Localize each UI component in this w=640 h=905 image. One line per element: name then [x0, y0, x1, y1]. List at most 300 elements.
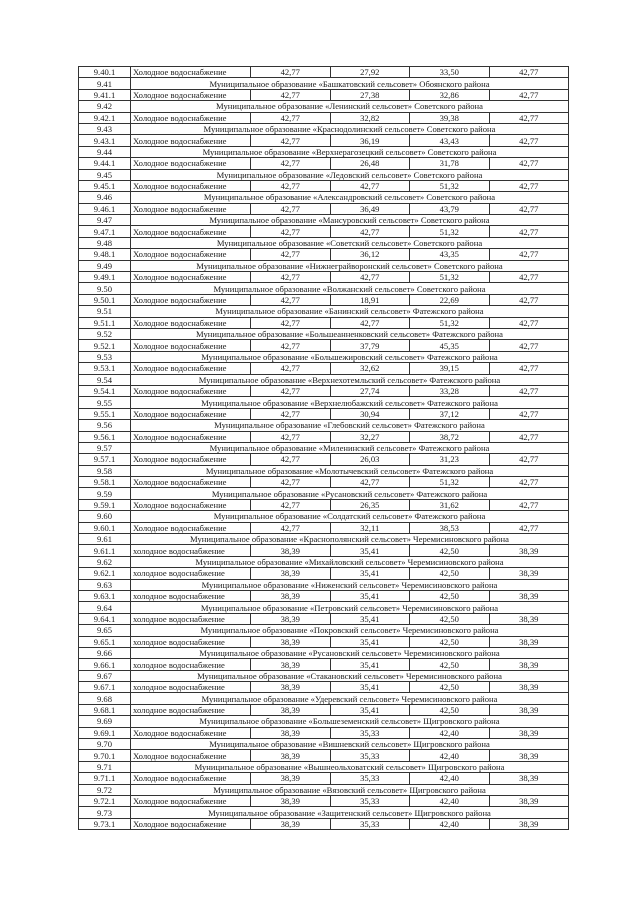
value-col-2: 18,91: [330, 294, 410, 305]
value-col-3: 42,50: [410, 659, 490, 670]
section-number: 9.46: [79, 192, 131, 203]
value-col-3: 37,12: [410, 408, 490, 419]
section-number: 9.56: [79, 420, 131, 431]
item-number: 9.51.1: [79, 317, 131, 328]
section-header-row: [79, 739, 569, 750]
value-col-3: 31,62: [410, 499, 490, 510]
value-col-3: 33,50: [410, 67, 490, 78]
value-col-2: 35,41: [330, 659, 410, 670]
value-col-1: 42,77: [251, 89, 331, 100]
value-col-2: 35,41: [330, 568, 410, 579]
service-name: Холодное водоснабжение: [131, 294, 251, 305]
section-number: 9.59: [79, 488, 131, 499]
service-name: холодное водоснабжение: [131, 682, 251, 693]
section-number: 9.68: [79, 693, 131, 704]
municipality-title: Муниципальное образование «Ледовский сельсовет» Советского района: [131, 169, 569, 180]
section-header-row: [79, 579, 569, 590]
value-col-4: 38,39: [489, 818, 569, 829]
service-name: Холодное водоснабжение: [131, 340, 251, 351]
section-header-row: [79, 78, 569, 89]
service-name: холодное водоснабжение: [131, 636, 251, 647]
section-number: 9.53: [79, 351, 131, 362]
municipality-title: Муниципальное образование «Башкатовский сельсовет» Обоянского района: [131, 78, 569, 89]
value-col-2: 35,33: [330, 796, 410, 807]
item-number: 9.60.1: [79, 522, 131, 533]
value-col-4: 42,77: [489, 249, 569, 260]
value-col-1: 42,77: [251, 226, 331, 237]
value-col-3: 32,86: [410, 89, 490, 100]
service-name: Холодное водоснабжение: [131, 818, 251, 829]
value-col-1: 38,39: [251, 750, 331, 761]
section-header-row: [79, 420, 569, 431]
section-header-row: [79, 101, 569, 112]
section-header-row: [79, 192, 569, 203]
section-number: 9.55: [79, 397, 131, 408]
section-number: 9.45: [79, 169, 131, 180]
item-number: 9.41.1: [79, 89, 131, 100]
value-col-2: 27,74: [330, 385, 410, 396]
item-number: 9.47.1: [79, 226, 131, 237]
item-number: 9.57.1: [79, 454, 131, 465]
item-number: 9.61.1: [79, 545, 131, 556]
section-header-row: [79, 761, 569, 772]
value-col-3: 51,32: [410, 477, 490, 488]
value-col-2: 26,35: [330, 499, 410, 510]
value-col-2: 37,79: [330, 340, 410, 351]
value-col-3: 33,28: [410, 385, 490, 396]
section-number: 9.42: [79, 101, 131, 112]
value-col-2: 35,41: [330, 590, 410, 601]
municipality-title: Муниципальное образование «Покровский сельсовет» Черемисиновского района: [131, 625, 569, 636]
value-col-1: 42,77: [251, 135, 331, 146]
value-col-4: 42,77: [489, 67, 569, 78]
section-header-row: [79, 351, 569, 362]
municipality-title: Муниципальное образование «Волжанский сельсовет» Советского района: [131, 283, 569, 294]
municipality-title: Муниципальное образование «Нижнеграйворонский сельсовет» Советского района: [131, 260, 569, 271]
value-col-4: 42,77: [489, 112, 569, 123]
tariff-row: [79, 568, 569, 579]
section-header-row: [79, 625, 569, 636]
service-name: Холодное водоснабжение: [131, 67, 251, 78]
service-name: Холодное водоснабжение: [131, 454, 251, 465]
tariff-row: [79, 180, 569, 191]
value-col-1: 42,77: [251, 249, 331, 260]
item-number: 9.42.1: [79, 112, 131, 123]
value-col-1: 38,39: [251, 636, 331, 647]
value-col-2: 42,77: [330, 477, 410, 488]
section-header-row: [79, 169, 569, 180]
municipality-title: Муниципальное образование «Стакановский сельсовет» Черемисиновского района: [131, 670, 569, 681]
value-col-3: 31,78: [410, 158, 490, 169]
value-col-4: 38,39: [489, 659, 569, 670]
section-header-row: [79, 328, 569, 339]
item-number: 9.45.1: [79, 180, 131, 191]
value-col-3: 42,40: [410, 750, 490, 761]
value-col-3: 43,35: [410, 249, 490, 260]
tariff-row: [79, 272, 569, 283]
municipality-title: Муниципальное образование «Банинский сельсовет» Фатежского района: [131, 306, 569, 317]
value-col-4: 42,77: [489, 454, 569, 465]
section-header-row: [79, 283, 569, 294]
service-name: Холодное водоснабжение: [131, 272, 251, 283]
item-number: 9.55.1: [79, 408, 131, 419]
value-col-4: 42,77: [489, 294, 569, 305]
item-number: 9.63.1: [79, 590, 131, 601]
value-col-1: 42,77: [251, 363, 331, 374]
tariff-row: [79, 659, 569, 670]
section-header-row: [79, 511, 569, 522]
value-col-3: 45,35: [410, 340, 490, 351]
service-name: Холодное водоснабжение: [131, 249, 251, 260]
value-col-1: 42,77: [251, 340, 331, 351]
item-number: 9.58.1: [79, 477, 131, 488]
section-number: 9.72: [79, 784, 131, 795]
value-col-2: 35,33: [330, 727, 410, 738]
value-col-2: 35,33: [330, 818, 410, 829]
value-col-2: 35,33: [330, 750, 410, 761]
municipality-title: Муниципальное образование «Краснодолинский сельсовет» Советского района: [131, 123, 569, 134]
value-col-1: 38,39: [251, 682, 331, 693]
tariff-row: [79, 67, 569, 78]
item-number: 9.73.1: [79, 818, 131, 829]
value-col-2: 35,41: [330, 704, 410, 715]
section-number: 9.62: [79, 556, 131, 567]
section-header-row: [79, 602, 569, 613]
municipality-title: Муниципальное образование «Михайловский сельсовет» Черемисиновского района: [131, 556, 569, 567]
service-name: Холодное водоснабжение: [131, 408, 251, 419]
value-col-4: 38,39: [489, 636, 569, 647]
value-col-1: 42,77: [251, 385, 331, 396]
value-col-2: 36,49: [330, 203, 410, 214]
municipality-title: Муниципальное образование «Защитенский сельсовет» Щигровского района: [131, 807, 569, 818]
tariff-row: [79, 317, 569, 328]
section-number: 9.70: [79, 739, 131, 750]
tariff-row: [79, 545, 569, 556]
item-number: 9.49.1: [79, 272, 131, 283]
service-name: холодное водоснабжение: [131, 704, 251, 715]
service-name: Холодное водоснабжение: [131, 522, 251, 533]
section-number: 9.61: [79, 534, 131, 545]
item-number: 9.50.1: [79, 294, 131, 305]
tariff-row: [79, 682, 569, 693]
tariff-row: [79, 522, 569, 533]
section-number: 9.44: [79, 146, 131, 157]
item-number: 9.69.1: [79, 727, 131, 738]
item-number: 9.71.1: [79, 773, 131, 784]
tariff-row: [79, 112, 569, 123]
tariff-row: [79, 385, 569, 396]
value-col-1: 38,39: [251, 796, 331, 807]
section-header-row: [79, 146, 569, 157]
section-header-row: [79, 670, 569, 681]
value-col-4: 42,77: [489, 226, 569, 237]
section-header-row: [79, 374, 569, 385]
tariff-row: [79, 454, 569, 465]
tariff-row: [79, 203, 569, 214]
municipality-title: Муниципальное образование «Большежировский сельсовет» Фатежского района: [131, 351, 569, 362]
service-name: Холодное водоснабжение: [131, 112, 251, 123]
value-col-3: 51,32: [410, 180, 490, 191]
value-col-2: 42,77: [330, 272, 410, 283]
value-col-3: 42,40: [410, 727, 490, 738]
municipality-title: Муниципальное образование «Ниженский сельсовет» Черемисиновского района: [131, 579, 569, 590]
tariff-row: [79, 796, 569, 807]
municipality-title: Муниципальное образование «Ленинский сельсовет» Советского района: [131, 101, 569, 112]
value-col-3: 51,32: [410, 317, 490, 328]
section-number: 9.67: [79, 670, 131, 681]
section-number: 9.51: [79, 306, 131, 317]
value-col-1: 38,39: [251, 568, 331, 579]
item-number: 9.68.1: [79, 704, 131, 715]
value-col-1: 38,39: [251, 613, 331, 624]
value-col-2: 30,94: [330, 408, 410, 419]
value-col-4: 42,77: [489, 180, 569, 191]
section-header-row: [79, 442, 569, 453]
municipality-title: Муниципальное образование «Вишневский сельсовет» Щигровского района: [131, 739, 569, 750]
value-col-4: 38,39: [489, 796, 569, 807]
value-col-4: 42,77: [489, 89, 569, 100]
value-col-1: 42,77: [251, 180, 331, 191]
item-number: 9.44.1: [79, 158, 131, 169]
section-number: 9.41: [79, 78, 131, 89]
section-number: 9.64: [79, 602, 131, 613]
value-col-2: 42,77: [330, 180, 410, 191]
value-col-3: 42,50: [410, 545, 490, 556]
municipality-title: Муниципальное образование «Краснополянский сельсовет» Черемисиновского района: [131, 534, 569, 545]
section-header-row: [79, 123, 569, 134]
value-col-3: 43,79: [410, 203, 490, 214]
municipality-title: Муниципальное образование «Верхнелюбажский сельсовет» Фатежского района: [131, 397, 569, 408]
municipality-title: Муниципальное образование «Верхнехотемльский сельсовет» Фатежского района: [131, 374, 569, 385]
tariff-row: [79, 636, 569, 647]
value-col-2: 42,77: [330, 226, 410, 237]
section-number: 9.50: [79, 283, 131, 294]
item-number: 9.53.1: [79, 363, 131, 374]
section-number: 9.48: [79, 237, 131, 248]
service-name: Холодное водоснабжение: [131, 135, 251, 146]
value-col-4: 42,77: [489, 135, 569, 146]
item-number: 9.46.1: [79, 203, 131, 214]
section-header-row: [79, 260, 569, 271]
service-name: холодное водоснабжение: [131, 613, 251, 624]
service-name: холодное водоснабжение: [131, 545, 251, 556]
value-col-1: 42,77: [251, 112, 331, 123]
section-header-row: [79, 488, 569, 499]
value-col-1: 42,77: [251, 158, 331, 169]
value-col-2: 26,03: [330, 454, 410, 465]
value-col-4: 42,77: [489, 158, 569, 169]
section-number: 9.65: [79, 625, 131, 636]
tariff-row: [79, 249, 569, 260]
section-number: 9.71: [79, 761, 131, 772]
value-col-3: 42,50: [410, 682, 490, 693]
value-col-1: 42,77: [251, 408, 331, 419]
value-col-4: 38,39: [489, 750, 569, 761]
value-col-4: 42,77: [489, 203, 569, 214]
service-name: Холодное водоснабжение: [131, 363, 251, 374]
tariff-row: [79, 590, 569, 601]
section-number: 9.47: [79, 215, 131, 226]
service-name: холодное водоснабжение: [131, 659, 251, 670]
item-number: 9.65.1: [79, 636, 131, 647]
tariff-row: [79, 499, 569, 510]
tariff-row: [79, 477, 569, 488]
service-name: Холодное водоснабжение: [131, 385, 251, 396]
value-col-3: 31,23: [410, 454, 490, 465]
value-col-4: 42,77: [489, 431, 569, 442]
value-col-4: 42,77: [489, 385, 569, 396]
municipality-title: Муниципальное образование «Миленинский сельсовет» Фатежского района: [131, 442, 569, 453]
value-col-4: 38,39: [489, 773, 569, 784]
service-name: холодное водоснабжение: [131, 590, 251, 601]
service-name: Холодное водоснабжение: [131, 180, 251, 191]
section-number: 9.54: [79, 374, 131, 385]
item-number: 9.54.1: [79, 385, 131, 396]
tariff-row: [79, 613, 569, 624]
tariff-table-body: [79, 67, 569, 830]
municipality-title: Муниципальное образование «Русановский сельсовет» Фатежского района: [131, 488, 569, 499]
item-number: 9.66.1: [79, 659, 131, 670]
item-number: 9.70.1: [79, 750, 131, 761]
item-number: 9.67.1: [79, 682, 131, 693]
value-col-4: 42,77: [489, 499, 569, 510]
value-col-1: 38,39: [251, 659, 331, 670]
service-name: Холодное водоснабжение: [131, 226, 251, 237]
value-col-2: 35,41: [330, 613, 410, 624]
value-col-2: 32,11: [330, 522, 410, 533]
section-number: 9.52: [79, 328, 131, 339]
item-number: 9.52.1: [79, 340, 131, 351]
service-name: холодное водоснабжение: [131, 568, 251, 579]
municipality-title: Муниципальное образование «Глебовский сельсовет» Фатежского района: [131, 420, 569, 431]
tariff-row: [79, 704, 569, 715]
municipality-title: Муниципальное образование «Петровский сельсовет» Черемисиновского района: [131, 602, 569, 613]
section-number: 9.66: [79, 647, 131, 658]
tariff-row: [79, 431, 569, 442]
tariff-row: [79, 89, 569, 100]
service-name: Холодное водоснабжение: [131, 477, 251, 488]
value-col-1: 42,77: [251, 499, 331, 510]
value-col-3: 38,53: [410, 522, 490, 533]
value-col-1: 42,77: [251, 67, 331, 78]
value-col-2: 32,62: [330, 363, 410, 374]
value-col-4: 38,39: [489, 613, 569, 624]
service-name: Холодное водоснабжение: [131, 773, 251, 784]
value-col-1: 42,77: [251, 522, 331, 533]
value-col-1: 42,77: [251, 431, 331, 442]
service-name: Холодное водоснабжение: [131, 750, 251, 761]
section-number: 9.58: [79, 465, 131, 476]
value-col-3: 42,40: [410, 796, 490, 807]
item-number: 9.64.1: [79, 613, 131, 624]
section-header-row: [79, 397, 569, 408]
value-col-2: 35,33: [330, 773, 410, 784]
value-col-3: 39,38: [410, 112, 490, 123]
value-col-1: 42,77: [251, 477, 331, 488]
value-col-4: 42,77: [489, 408, 569, 419]
value-col-1: 42,77: [251, 272, 331, 283]
value-col-2: 35,41: [330, 545, 410, 556]
value-col-2: 27,92: [330, 67, 410, 78]
section-header-row: [79, 215, 569, 226]
value-col-3: 42,40: [410, 773, 490, 784]
service-name: Холодное водоснабжение: [131, 431, 251, 442]
value-col-3: 42,50: [410, 636, 490, 647]
value-col-3: 42,40: [410, 818, 490, 829]
value-col-3: 38,72: [410, 431, 490, 442]
section-number: 9.69: [79, 716, 131, 727]
value-col-1: 38,39: [251, 590, 331, 601]
service-name: Холодное водоснабжение: [131, 499, 251, 510]
value-col-4: 42,77: [489, 522, 569, 533]
municipality-title: Муниципальное образование «Русановский сельсовет» Черемисиновского района: [131, 647, 569, 658]
municipality-title: Муниципальное образование «Молотычевский сельсовет» Фатежского района: [131, 465, 569, 476]
value-col-1: 42,77: [251, 317, 331, 328]
section-header-row: [79, 237, 569, 248]
tariff-row: [79, 363, 569, 374]
section-header-row: [79, 556, 569, 567]
municipality-title: Муниципальное образование «Удеревский сельсовет» Черемисиновского района: [131, 693, 569, 704]
value-col-2: 36,12: [330, 249, 410, 260]
item-number: 9.59.1: [79, 499, 131, 510]
tariff-document-page: [78, 66, 568, 830]
value-col-4: 42,77: [489, 340, 569, 351]
value-col-2: 36,19: [330, 135, 410, 146]
value-col-4: 38,39: [489, 727, 569, 738]
tariff-row: [79, 340, 569, 351]
value-col-3: 22,69: [410, 294, 490, 305]
tariff-row: [79, 158, 569, 169]
value-col-3: 51,32: [410, 226, 490, 237]
value-col-1: 42,77: [251, 294, 331, 305]
section-number: 9.60: [79, 511, 131, 522]
section-number: 9.73: [79, 807, 131, 818]
value-col-4: 42,77: [489, 363, 569, 374]
value-col-2: 32,82: [330, 112, 410, 123]
tariff-row: [79, 226, 569, 237]
service-name: Холодное водоснабжение: [131, 727, 251, 738]
value-col-4: 38,39: [489, 590, 569, 601]
value-col-4: 42,77: [489, 477, 569, 488]
item-number: 9.62.1: [79, 568, 131, 579]
section-header-row: [79, 716, 569, 727]
value-col-1: 38,39: [251, 727, 331, 738]
municipality-title: Муниципальное образование «Солдатский сельсовет» Фатежского района: [131, 511, 569, 522]
item-number: 9.48.1: [79, 249, 131, 260]
value-col-4: 42,77: [489, 317, 569, 328]
value-col-2: 42,77: [330, 317, 410, 328]
item-number: 9.72.1: [79, 796, 131, 807]
value-col-1: 42,77: [251, 203, 331, 214]
value-col-1: 42,77: [251, 454, 331, 465]
tariff-table: [78, 66, 569, 830]
municipality-title: Муниципальное образование «Советский сельсовет» Советского района: [131, 237, 569, 248]
section-number: 9.57: [79, 442, 131, 453]
service-name: Холодное водоснабжение: [131, 317, 251, 328]
section-header-row: [79, 465, 569, 476]
item-number: 9.56.1: [79, 431, 131, 442]
municipality-title: Муниципальное образование «Большеанненковский сельсовет» Фатежского района: [131, 328, 569, 339]
value-col-3: 43,43: [410, 135, 490, 146]
value-col-2: 35,41: [330, 636, 410, 647]
value-col-3: 51,32: [410, 272, 490, 283]
value-col-3: 42,50: [410, 704, 490, 715]
tariff-row: [79, 727, 569, 738]
section-number: 9.63: [79, 579, 131, 590]
tariff-row: [79, 294, 569, 305]
section-header-row: [79, 647, 569, 658]
service-name: Холодное водоснабжение: [131, 796, 251, 807]
